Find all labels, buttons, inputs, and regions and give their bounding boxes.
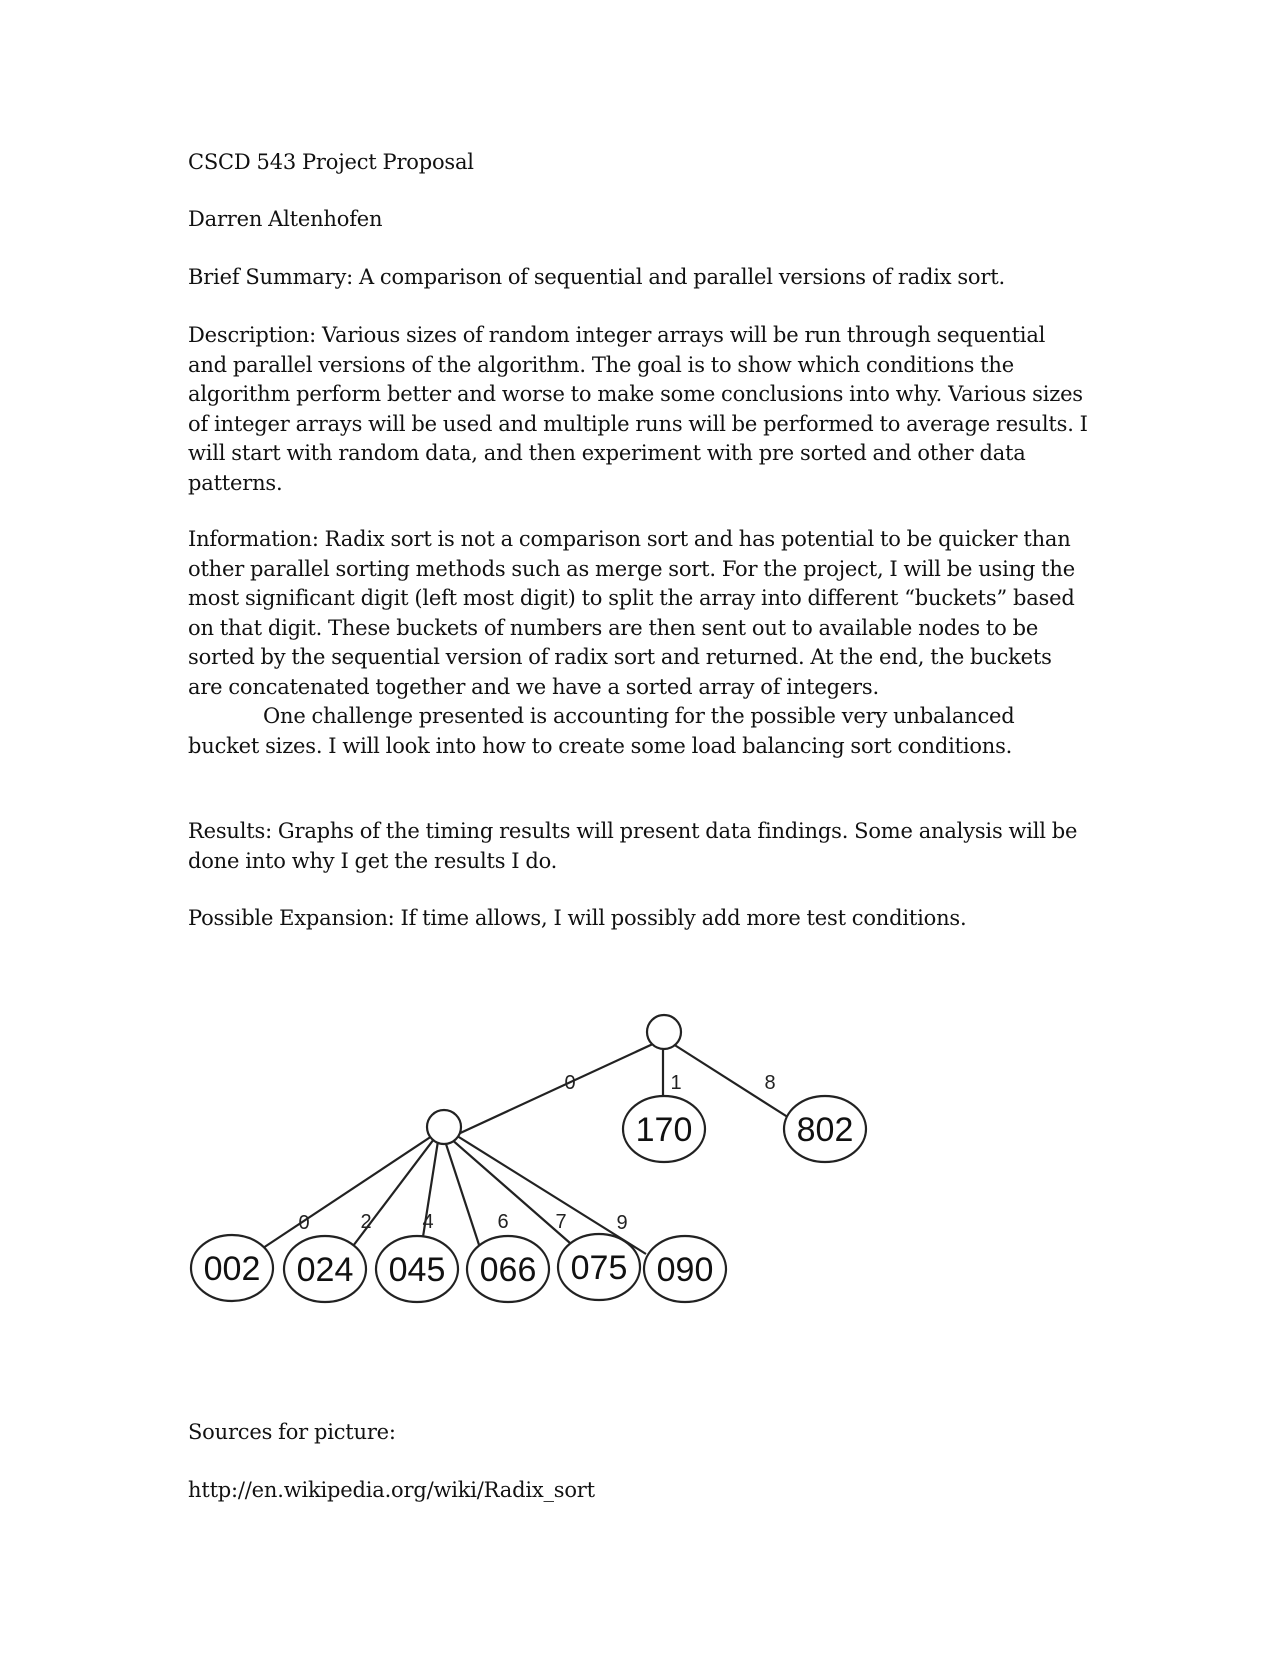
description-paragraph: Description: Various sizes of random integer arrays will be run through sequential and parallel versions of the algorithm. The goal is to show which conditions the algorithm perform better and worse to make some conclusions into why. Various sizes of integer arrays will be used and multiple runs will be performed to average results. I will start with random data, and then experiment with pre sorted and other data patterns. bbox=[188, 323, 1088, 495]
tree-leaf-labels bbox=[204, 1111, 854, 1289]
sources-label-block bbox=[188, 1418, 1088, 1448]
edge-label-sub-2: 2 bbox=[360, 1211, 372, 1233]
document-title-block bbox=[188, 148, 1088, 178]
leaf-024-label: 024 bbox=[296, 1251, 354, 1289]
leaf-002-label: 002 bbox=[203, 1250, 261, 1288]
root-node bbox=[647, 1015, 681, 1049]
leaf-170-label: 170 bbox=[635, 1111, 693, 1149]
information-paragraph: Information: Radix sort is not a comparison sort and has potential to be quicker than other parallel sorting methods such as merge sort. For the project, I will be using the most significant digit (left most digit) to split the array into different “buckets” based on that digit. These buckets of numbers are then sent out to available nodes to be sorted by the sequential version of radix sort and returned. At the end, the buckets are concatenated together and we have a sorted array of integers. bbox=[188, 527, 1075, 699]
brief-summary-block bbox=[188, 263, 1088, 293]
edge-label-sub-4: 4 bbox=[422, 1211, 434, 1233]
leaf-066-label: 066 bbox=[479, 1251, 537, 1289]
sources-label: Sources for picture: bbox=[188, 1420, 396, 1444]
edge-label-root-170: 1 bbox=[670, 1072, 682, 1094]
sources-url: http://en.wikipedia.org/wiki/Radix_sort bbox=[188, 1478, 595, 1502]
challenge-text: One challenge presented is accounting for the possible very unbalanced bucket sizes. I will look into how to create some load balancing sort conditions. bbox=[188, 704, 1015, 758]
edge-sub-to-024 bbox=[350, 1139, 434, 1250]
edge-sub-to-075 bbox=[450, 1138, 578, 1250]
edge-sub-to-090 bbox=[454, 1134, 646, 1254]
edge-sub-to-002 bbox=[260, 1136, 432, 1250]
description-block bbox=[188, 321, 1088, 498]
edge-label-root-802: 8 bbox=[764, 1072, 776, 1094]
sources-url-block bbox=[188, 1476, 1088, 1506]
expansion-block bbox=[188, 904, 1088, 934]
results-block bbox=[188, 817, 1088, 876]
tree-edge-labels bbox=[298, 1072, 775, 1234]
edge-label-sub-7: 7 bbox=[555, 1211, 567, 1233]
information-block bbox=[188, 525, 1088, 761]
author-name: Darren Altenhofen bbox=[188, 207, 383, 231]
edge-label-root-subtree: 0 bbox=[564, 1072, 576, 1094]
tree-edges bbox=[260, 1043, 805, 1257]
edge-label-sub-0: 0 bbox=[298, 1212, 310, 1234]
subtree-node bbox=[427, 1110, 461, 1144]
challenge-paragraph bbox=[188, 702, 1088, 761]
leaf-802-label: 802 bbox=[796, 1111, 854, 1149]
edge-label-sub-6: 6 bbox=[497, 1211, 509, 1233]
brief-summary-paragraph: Brief Summary: A comparison of sequential and parallel versions of radix sort. bbox=[188, 265, 1005, 289]
radix-tree-diagram bbox=[180, 1010, 900, 1340]
author-block bbox=[188, 205, 1088, 235]
results-paragraph: Results: Graphs of the timing results will present data findings. Some analysis will be done into why I get the results I do. bbox=[188, 819, 1078, 873]
expansion-paragraph: Possible Expansion: If time allows, I will possibly add more test conditions. bbox=[188, 906, 967, 930]
edge-label-sub-9: 9 bbox=[616, 1212, 628, 1234]
document-title: CSCD 543 Project Proposal bbox=[188, 150, 474, 174]
edge-sub-to-066 bbox=[445, 1141, 483, 1257]
leaf-075-label: 075 bbox=[570, 1249, 628, 1287]
leaf-090-label: 090 bbox=[656, 1251, 714, 1289]
leaf-045-label: 045 bbox=[388, 1251, 446, 1289]
